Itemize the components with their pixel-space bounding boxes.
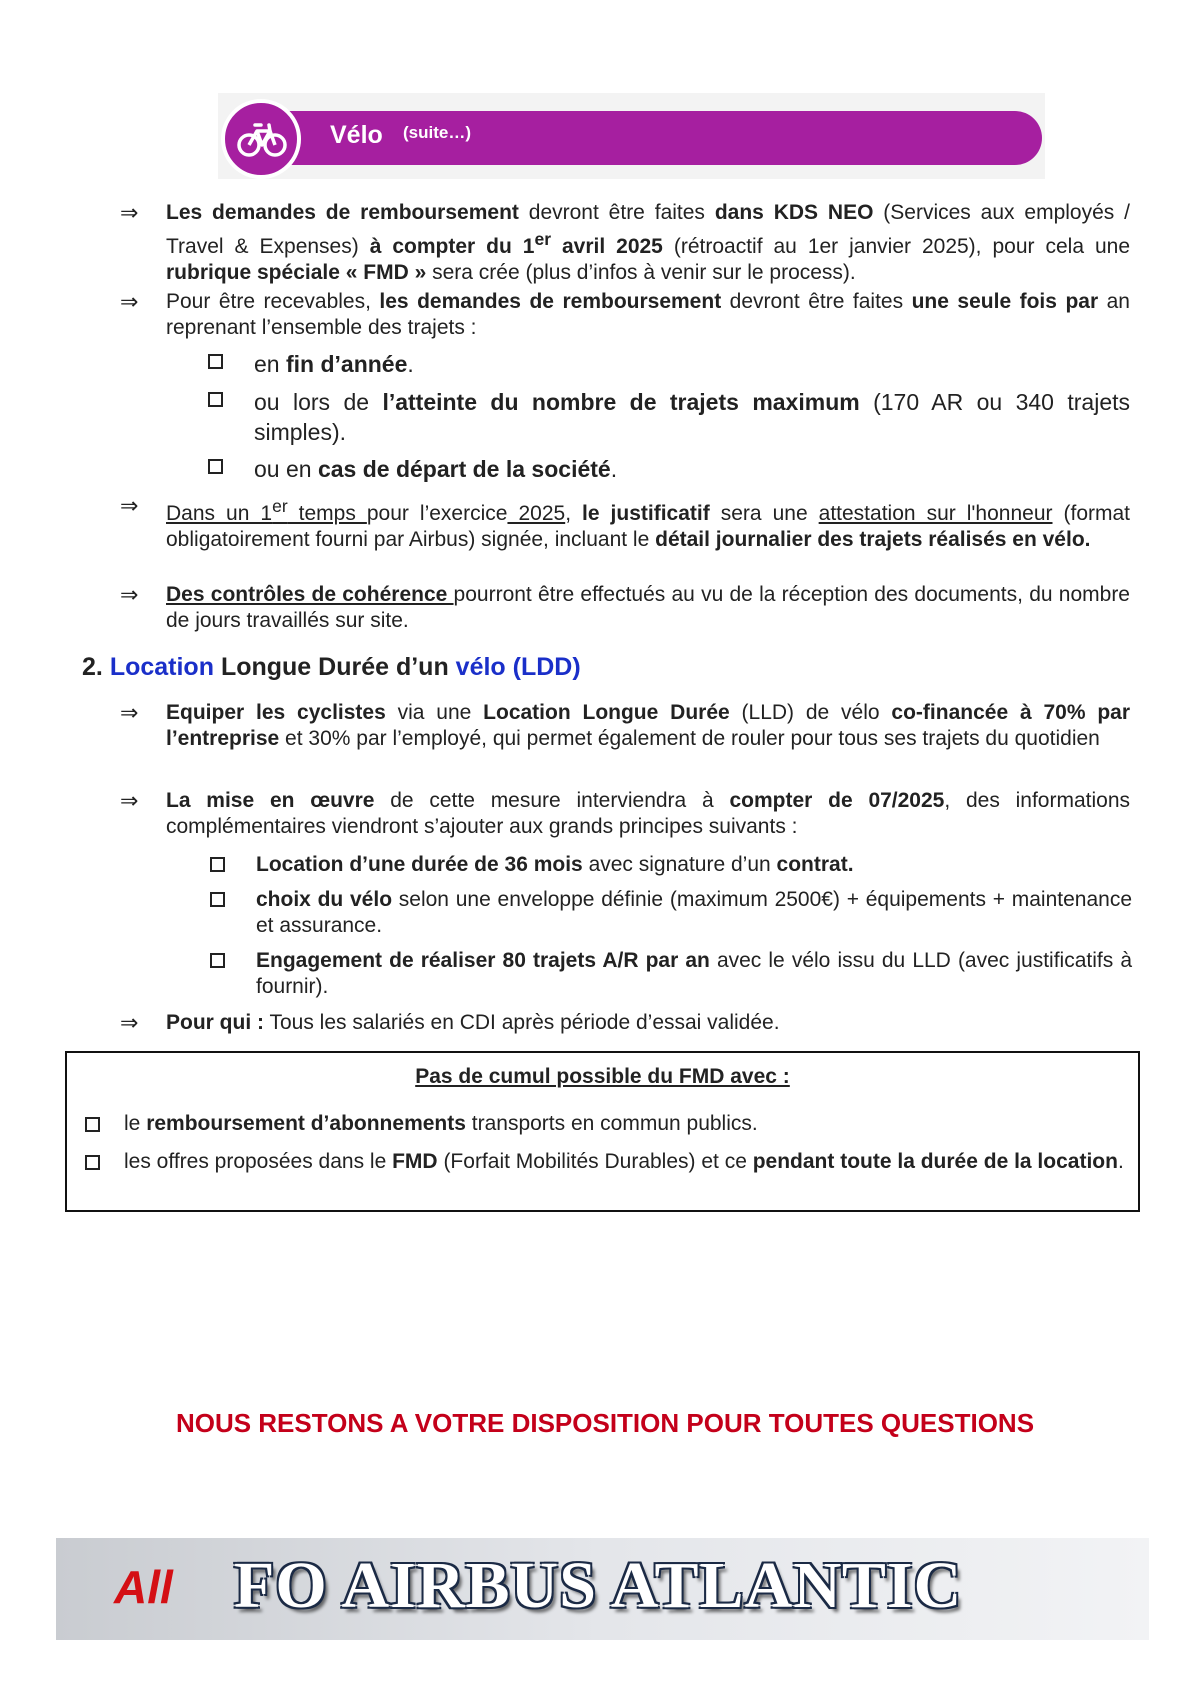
banner-icon-circle [221,99,301,179]
list-item [120,582,1130,638]
checkbox-icon [208,392,223,407]
paragraph: Equiper les cyclistes via une Location Longue Durée (LLD) de vélo co-financée à 70% par l’entreprise et 30% par l’employé, qui permet également de rouler pour tous ses trajets du quotidien [166,701,1131,750]
arrow-icon: ⇒ [120,700,139,725]
section-banner [218,93,1045,179]
arrow-icon: ⇒ [120,582,139,607]
arrow-icon: ⇒ [120,493,139,518]
notice-title: Pas de cumul possible du FMD avec : [415,1065,790,1088]
list-item [120,1010,1130,1038]
footer-title: FO AIRBUS ATLANTIC [234,1549,963,1622]
list-item [120,200,1130,284]
sub-item-text: ou lors de l’atteinte du nombre de trajets maximum (170 AR ou 340 trajets simples). [254,389,1131,445]
paragraph: Pour être recevables, les demandes de remboursement devront être faites une seule fois par an reprenant l’ensemble des trajets : [166,290,1130,339]
checkbox-icon [208,354,223,369]
notice-box [65,1051,1140,1212]
list-item [120,493,1130,573]
sub-list-item [210,948,1132,1002]
list-item [120,289,1130,345]
list-item [120,700,1130,780]
checkbox-icon [210,953,225,968]
section-title-part: Longue Durée d’un [220,653,449,681]
sub-item-text: Location d’une durée de 36 mois avec signature d’un contrat. [256,853,854,876]
paragraph: Pour qui : Tous les salariés en CDI après période d’essai validée. [166,1011,780,1034]
arrow-icon: ⇒ [120,1010,139,1035]
paragraph: Des contrôles de cohérence pourront être effectués au vu de la réception des documents, du nombre de jours travaillés sur site. [166,583,1130,632]
banner-subtitle: (suite…) [403,123,471,142]
banner-title: Vélo [330,121,383,149]
checkbox-icon [85,1155,100,1170]
sub-list-item [208,454,1130,486]
arrow-icon: ⇒ [120,788,139,813]
footer-banner [56,1538,1149,1640]
sub-list-item [210,887,1132,941]
notice-item-text: le remboursement d’abonnements transports en commun publics. [124,1112,758,1135]
notice-item [85,1109,1125,1139]
paragraph: Les demandes de remboursement devront être faites dans KDS NEO (Services aux employés / Travel & Expenses) à compter du 1er avril 2025 (rétroactif au 1er janvier 2025), pour cela une rubrique spéciale « FMD » sera crée (plus d’infos à venir sur le process). [166,201,1130,284]
sub-list-item [210,852,1132,880]
section-title [82,653,581,682]
footer-message: NOUS RESTONS A VOTRE DISPOSITION POUR TOUTES QUESTIONS [175,1408,1035,1438]
all-logo: All [114,1561,173,1613]
section-title-part: vélo (LDD) [455,653,581,681]
checkbox-icon [208,459,223,474]
sub-list-item [208,387,1130,447]
checkbox-icon [210,892,225,907]
checkbox-icon [85,1117,100,1132]
paragraph: Dans un 1er temps pour l’exercice 2025, le justificatif sera une attestation sur l'honneur (format obligatoirement fourni par Airbus) signée, incluant le détail journalier des trajets réalisés en vélo. [166,496,1131,551]
list-item [120,788,1130,844]
arrow-icon: ⇒ [120,289,139,314]
section-number: 2. [82,653,103,681]
section-title-part: Location [109,653,214,681]
notice-item-text: les offres proposées dans le FMD (Forfait Mobilités Durables) et ce pendant toute la durée de la location. [124,1150,1124,1173]
sub-item-text: choix du vélo selon une enveloppe définie (maximum 2500€) + équipements + maintenance et assurance. [256,888,1132,937]
sub-item-text: ou en cas de départ de la société. [254,456,618,482]
sub-item-text: Engagement de réaliser 80 trajets A/R par an avec le vélo issu du LLD (avec justificatifs à fournir). [256,949,1133,998]
sub-list-item [208,349,1130,381]
notice-item [85,1147,1125,1207]
arrow-icon: ⇒ [120,200,139,225]
bicycle-icon [237,119,287,159]
sub-item-text: en fin d’année. [254,351,414,377]
checkbox-icon [210,857,225,872]
paragraph: La mise en œuvre de cette mesure interviendra à compter de 07/2025, des informations complémentaires viendront s’ajouter aux grands principes suivants : [166,789,1131,838]
